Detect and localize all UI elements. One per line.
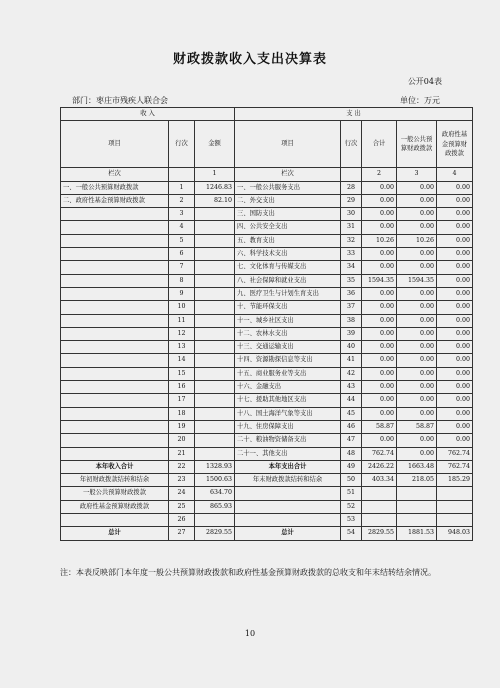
expense-item: 八、社会保障和就业支出	[235, 274, 341, 287]
expense-total: 0.00	[362, 248, 397, 261]
income-amount	[195, 434, 235, 447]
income-row-no: 23	[169, 474, 195, 487]
expense-item: 十六、金融支出	[235, 381, 341, 394]
expense-item: 二十、粮油物资储备支出	[235, 434, 341, 447]
expense-row-no: 34	[341, 261, 362, 274]
page-number: 10	[244, 629, 256, 638]
form-code: 公开04表	[407, 77, 442, 86]
table-row	[61, 514, 473, 527]
income-amount	[195, 341, 235, 354]
unit-label: 单位：万元	[400, 96, 440, 105]
department-label: 部门：枣庄市残疾人联合会	[72, 96, 168, 105]
income-item	[61, 381, 169, 394]
table-row	[61, 287, 473, 300]
income-amount	[195, 420, 235, 433]
expense-general: 0.00	[397, 248, 437, 261]
table-row	[61, 527, 473, 540]
income-item: 一般公共预算财政拨款	[61, 487, 169, 500]
income-item	[61, 367, 169, 380]
expense-row-no: 54	[341, 527, 362, 540]
expense-general: 0.00	[397, 221, 437, 234]
income-amount	[195, 301, 235, 314]
income-row-no: 20	[169, 434, 195, 447]
expense-row-no: 52	[341, 500, 362, 513]
expense-fund: 0.00	[437, 234, 473, 247]
expense-total: 0.00	[362, 287, 397, 300]
income-row-no: 12	[169, 327, 195, 340]
expense-row-no: 33	[341, 248, 362, 261]
income-row-no: 25	[169, 500, 195, 513]
expense-general: 218.05	[397, 474, 437, 487]
expense-fund: 948.03	[437, 527, 473, 540]
table-row	[61, 434, 473, 447]
table-row	[61, 301, 473, 314]
expense-fund: 0.00	[437, 327, 473, 340]
expense-fund: 0.00	[437, 434, 473, 447]
expense-row-no: 36	[341, 287, 362, 300]
expense-row-no: 38	[341, 314, 362, 327]
col-total: 合计	[362, 121, 397, 168]
expense-fund: 0.00	[437, 261, 473, 274]
table-row	[61, 394, 473, 407]
income-item	[61, 221, 169, 234]
expense-general: 0.00	[397, 367, 437, 380]
expense-fund	[437, 514, 473, 527]
expense-fund: 0.00	[437, 420, 473, 433]
income-amount	[195, 381, 235, 394]
expense-total: 0.00	[362, 181, 397, 194]
expense-general: 0.00	[397, 394, 437, 407]
income-row-no: 7	[169, 261, 195, 274]
income-item	[61, 261, 169, 274]
expense-item: 五、教育支出	[235, 234, 341, 247]
expense-item: 二十一、其他支出	[235, 447, 341, 460]
expense-general: 0.00	[397, 381, 437, 394]
income-item	[61, 341, 169, 354]
table-row	[61, 420, 473, 433]
expense-general: 0.00	[397, 327, 437, 340]
expense-item	[235, 514, 341, 527]
income-amount	[195, 407, 235, 420]
expense-fund: 0.00	[437, 208, 473, 221]
expense-total: 10.26	[362, 234, 397, 247]
expense-general: 0.00	[397, 314, 437, 327]
income-amount: 1500.63	[195, 474, 235, 487]
table-row	[61, 327, 473, 340]
income-item: 年初财政拨款结转和结余	[61, 474, 169, 487]
expense-total: 0.00	[362, 208, 397, 221]
table-row	[61, 181, 473, 194]
expense-fund: 0.00	[437, 314, 473, 327]
expense-total: 0.00	[362, 194, 397, 207]
income-item: 二、政府性基金预算财政拨款	[61, 194, 169, 207]
expense-total: 403.34	[362, 474, 397, 487]
income-amount	[195, 367, 235, 380]
expense-item: 三、国防支出	[235, 208, 341, 221]
expense-total	[362, 514, 397, 527]
income-amount	[195, 234, 235, 247]
table-row	[61, 221, 473, 234]
expense-general: 0.00	[397, 287, 437, 300]
document-title: 财政拨款收入支出决算表	[172, 52, 327, 67]
expense-total: 1594.35	[362, 274, 397, 287]
income-amount	[195, 514, 235, 527]
income-row-no: 1	[169, 181, 195, 194]
expense-total: 0.00	[362, 434, 397, 447]
expense-item: 十五、商业服务业等支出	[235, 367, 341, 380]
expense-fund: 762.74	[437, 447, 473, 460]
expense-total: 0.00	[362, 394, 397, 407]
table-row	[61, 234, 473, 247]
expense-row-no: 29	[341, 194, 362, 207]
expense-row-no: 40	[341, 341, 362, 354]
budget-table	[60, 107, 473, 541]
income-amount	[195, 208, 235, 221]
expense-row-no: 51	[341, 487, 362, 500]
expense-general	[397, 487, 437, 500]
income-row-no: 15	[169, 367, 195, 380]
income-item	[61, 301, 169, 314]
table-row	[61, 407, 473, 420]
income-amount	[195, 274, 235, 287]
expense-item: 十四、资源勘探信息等支出	[235, 354, 341, 367]
income-row-no: 4	[169, 221, 195, 234]
income-amount	[195, 261, 235, 274]
expense-item: 九、医疗卫生与计划生育支出	[235, 287, 341, 300]
expense-general: 58.87	[397, 420, 437, 433]
expense-fund: 0.00	[437, 301, 473, 314]
col-item-expense: 项目	[235, 121, 341, 168]
expense-item: 本年支出合计	[235, 460, 341, 473]
lanci-num-2: 2	[362, 168, 397, 181]
expense-item	[235, 487, 341, 500]
table-row	[61, 447, 473, 460]
expense-general	[397, 514, 437, 527]
income-amount: 82.10	[195, 194, 235, 207]
expense-total: 2829.55	[362, 527, 397, 540]
income-item	[61, 287, 169, 300]
expense-fund: 185.29	[437, 474, 473, 487]
expense-item: 十一、城乡社区支出	[235, 314, 341, 327]
expense-total	[362, 500, 397, 513]
expense-fund: 0.00	[437, 248, 473, 261]
income-item	[61, 420, 169, 433]
table-row	[61, 474, 473, 487]
expense-total: 762.74	[362, 447, 397, 460]
table-row	[61, 248, 473, 261]
expense-row-no: 31	[341, 221, 362, 234]
expense-item: 十三、交通运输支出	[235, 341, 341, 354]
expense-total: 0.00	[362, 327, 397, 340]
expense-row-no: 44	[341, 394, 362, 407]
income-item: 一、一般公共预算财政拨款	[61, 181, 169, 194]
table-row	[61, 194, 473, 207]
lanci-num-1: 1	[195, 168, 235, 181]
income-row-no: 8	[169, 274, 195, 287]
income-item	[61, 248, 169, 261]
expense-row-no: 53	[341, 514, 362, 527]
income-amount: 2829.55	[195, 527, 235, 540]
expense-fund: 0.00	[437, 381, 473, 394]
income-row-no: 27	[169, 527, 195, 540]
expense-total: 0.00	[362, 341, 397, 354]
expense-item: 二、外交支出	[235, 194, 341, 207]
expense-item: 十、节能环保支出	[235, 301, 341, 314]
income-row-no: 21	[169, 447, 195, 460]
income-item	[61, 314, 169, 327]
expense-fund: 0.00	[437, 394, 473, 407]
lanci-expense: 栏次	[235, 168, 341, 181]
expense-total: 0.00	[362, 261, 397, 274]
income-amount	[195, 314, 235, 327]
income-amount: 1328.93	[195, 460, 235, 473]
income-amount: 634.70	[195, 487, 235, 500]
expense-fund: 0.00	[437, 367, 473, 380]
expense-item: 四、公共安全支出	[235, 221, 341, 234]
expense-row-no: 37	[341, 301, 362, 314]
income-row-no: 26	[169, 514, 195, 527]
expense-item: 十九、住房保障支出	[235, 420, 341, 433]
income-amount	[195, 248, 235, 261]
income-amount: 865.93	[195, 500, 235, 513]
expense-fund: 0.00	[437, 341, 473, 354]
income-row-no: 13	[169, 341, 195, 354]
expense-row-no: 39	[341, 327, 362, 340]
expense-row-no: 35	[341, 274, 362, 287]
expense-general: 10.26	[397, 234, 437, 247]
expense-item: 十八、国土海洋气象等支出	[235, 407, 341, 420]
expense-fund: 0.00	[437, 221, 473, 234]
expense-general: 1663.48	[397, 460, 437, 473]
lanci-num-3: 3	[397, 168, 437, 181]
col-row-income: 行次	[169, 121, 195, 168]
table-row	[61, 208, 473, 221]
table-row	[61, 367, 473, 380]
expense-total: 0.00	[362, 407, 397, 420]
col-row-expense: 行次	[341, 121, 362, 168]
income-row-no: 18	[169, 407, 195, 420]
table-row	[61, 314, 473, 327]
expense-item: 年末财政拨款结转和结余	[235, 474, 341, 487]
expense-item: 十二、农林水支出	[235, 327, 341, 340]
expense-row-no: 45	[341, 407, 362, 420]
expense-total: 2426.22	[362, 460, 397, 473]
expense-general: 0.00	[397, 447, 437, 460]
income-row-no: 16	[169, 381, 195, 394]
expense-item	[235, 500, 341, 513]
expense-item: 七、文化体育与传媒支出	[235, 261, 341, 274]
expense-fund: 762.74	[437, 460, 473, 473]
table-row	[61, 261, 473, 274]
income-amount	[195, 447, 235, 460]
col-amount: 金额	[195, 121, 235, 168]
expense-row-no: 49	[341, 460, 362, 473]
expense-row-no: 41	[341, 354, 362, 367]
expense-fund	[437, 500, 473, 513]
expense-row-no: 42	[341, 367, 362, 380]
income-item: 政府性基金预算财政拨款	[61, 500, 169, 513]
table-row	[61, 274, 473, 287]
income-item	[61, 327, 169, 340]
expense-row-no: 48	[341, 447, 362, 460]
col-general-budget: 一般公共预算财政拨款	[397, 121, 437, 168]
col-fund-budget: 政府性基金预算财政拨款	[437, 121, 473, 168]
income-item: 总计	[61, 527, 169, 540]
income-item	[61, 407, 169, 420]
income-item	[61, 208, 169, 221]
income-item	[61, 274, 169, 287]
expense-row-no: 50	[341, 474, 362, 487]
expense-general: 0.00	[397, 261, 437, 274]
expense-fund: 0.00	[437, 194, 473, 207]
expense-general	[397, 500, 437, 513]
income-amount	[195, 394, 235, 407]
expense-general: 0.00	[397, 407, 437, 420]
table-row	[61, 500, 473, 513]
income-row-no: 9	[169, 287, 195, 300]
income-item: 本年收入合计	[61, 460, 169, 473]
income-item	[61, 234, 169, 247]
expense-row-no: 32	[341, 234, 362, 247]
expense-item: 总计	[235, 527, 341, 540]
expense-general: 0.00	[397, 434, 437, 447]
income-item	[61, 447, 169, 460]
expense-total: 0.00	[362, 314, 397, 327]
expense-row-no: 46	[341, 420, 362, 433]
income-header: 收 入	[61, 108, 235, 121]
income-row-no: 17	[169, 394, 195, 407]
expense-fund: 0.00	[437, 274, 473, 287]
expense-general: 0.00	[397, 194, 437, 207]
expense-fund: 0.00	[437, 181, 473, 194]
expense-item: 六、科学技术支出	[235, 248, 341, 261]
expense-fund: 0.00	[437, 407, 473, 420]
income-row-no: 11	[169, 314, 195, 327]
income-row-no: 5	[169, 234, 195, 247]
income-amount	[195, 287, 235, 300]
expense-row-no: 28	[341, 181, 362, 194]
income-item	[61, 514, 169, 527]
expense-general: 0.00	[397, 341, 437, 354]
expense-item: 十七、援助其他地区支出	[235, 394, 341, 407]
table-row	[61, 460, 473, 473]
expense-total: 0.00	[362, 354, 397, 367]
income-amount	[195, 354, 235, 367]
table-row	[61, 341, 473, 354]
expense-general: 0.00	[397, 181, 437, 194]
expense-general: 1881.53	[397, 527, 437, 540]
lanci-num-4: 4	[437, 168, 473, 181]
expense-total: 58.87	[362, 420, 397, 433]
table-row	[61, 381, 473, 394]
expense-total	[362, 487, 397, 500]
expense-row-no: 30	[341, 208, 362, 221]
income-amount	[195, 327, 235, 340]
income-row-no: 24	[169, 487, 195, 500]
income-row-no: 3	[169, 208, 195, 221]
expense-general: 0.00	[397, 354, 437, 367]
expense-general: 0.00	[397, 301, 437, 314]
footnote: 注：本表反映部门本年度一般公共预算财政拨款和政府性基金预算财政拨款的总收支和年末结转结余情况。	[60, 568, 436, 577]
expense-total: 0.00	[362, 301, 397, 314]
income-row-no: 10	[169, 301, 195, 314]
income-row-no: 2	[169, 194, 195, 207]
income-item	[61, 394, 169, 407]
col-item-income: 项目	[61, 121, 169, 168]
expense-total: 0.00	[362, 381, 397, 394]
expense-fund: 0.00	[437, 287, 473, 300]
expense-total: 0.00	[362, 367, 397, 380]
expense-item: 一、一般公共服务支出	[235, 181, 341, 194]
income-item	[61, 434, 169, 447]
expense-fund	[437, 487, 473, 500]
expense-header: 支 出	[235, 108, 473, 121]
expense-total: 0.00	[362, 221, 397, 234]
expense-general: 1594.35	[397, 274, 437, 287]
income-row-no: 19	[169, 420, 195, 433]
lanci-income: 栏次	[61, 168, 169, 181]
expense-row-no: 47	[341, 434, 362, 447]
table-row	[61, 354, 473, 367]
expense-general: 0.00	[397, 208, 437, 221]
expense-row-no: 43	[341, 381, 362, 394]
table-row	[61, 487, 473, 500]
income-amount	[195, 221, 235, 234]
income-row-no: 6	[169, 248, 195, 261]
expense-fund: 0.00	[437, 354, 473, 367]
income-row-no: 14	[169, 354, 195, 367]
income-row-no: 22	[169, 460, 195, 473]
income-amount: 1246.83	[195, 181, 235, 194]
income-item	[61, 354, 169, 367]
